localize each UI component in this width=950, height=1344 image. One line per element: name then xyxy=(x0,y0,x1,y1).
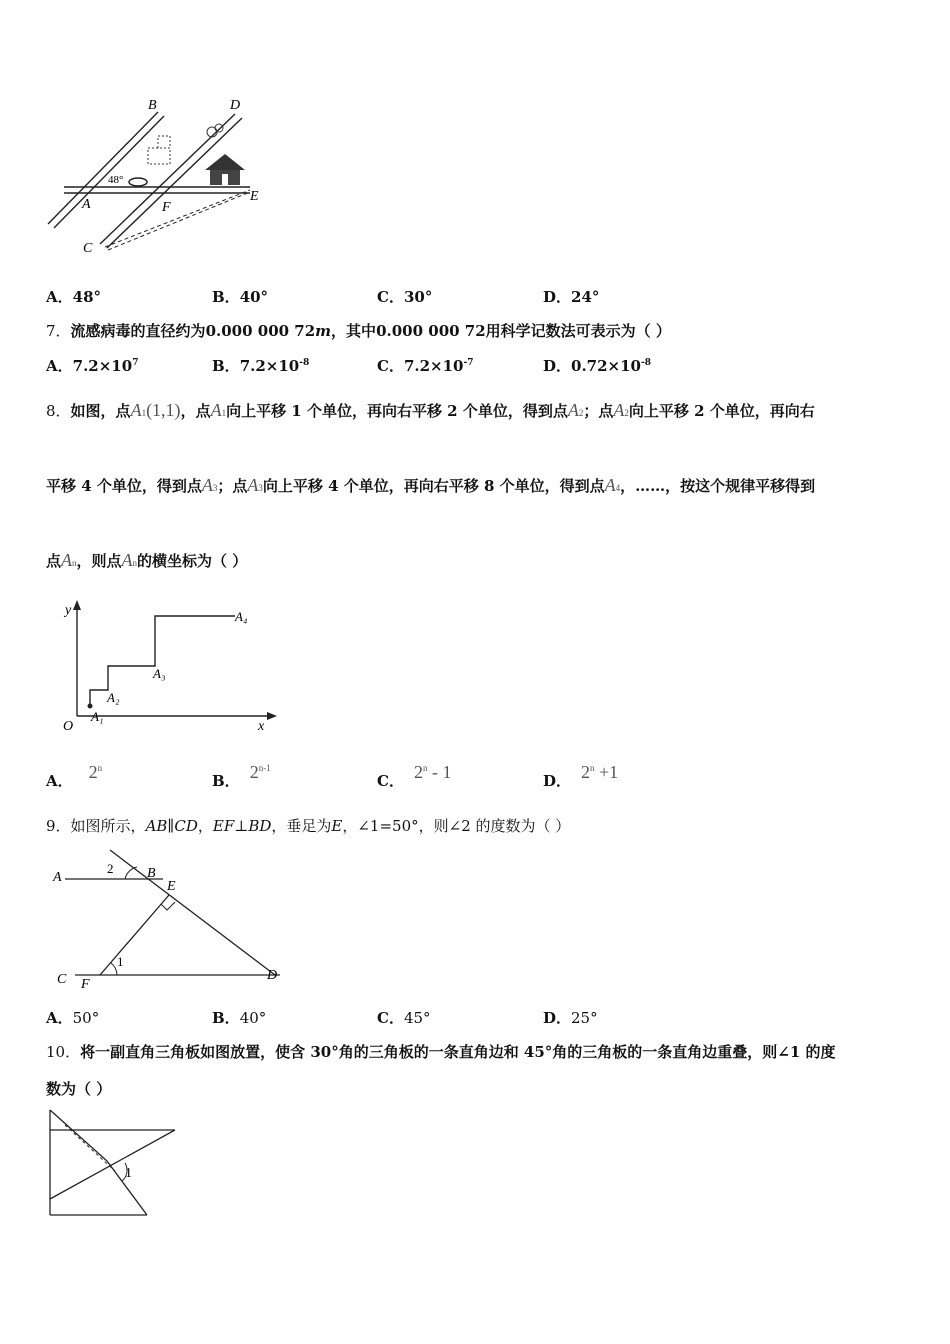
q9-angle-2: 2 xyxy=(107,861,114,876)
q7-option-c[interactable]: C．$7.2\times 10^{-7}$ xyxy=(377,357,474,375)
q8-axis-y: y xyxy=(65,603,72,618)
q7-option-b[interactable]: B．$7.2\times 10^{-8}$ xyxy=(212,357,310,375)
q6-label-D: D xyxy=(230,98,241,113)
q9-option-a[interactable]: A．50° xyxy=(46,1009,100,1027)
q8-option-b[interactable]: B． 2$^{n-1}$ xyxy=(212,762,271,790)
q6-label-E: E xyxy=(250,189,259,204)
q6-label-C: C xyxy=(83,241,93,256)
q9-angle-1: 1 xyxy=(117,954,124,969)
q10-angle-1: 1 xyxy=(125,1166,132,1181)
q8-label-A1: A₁ xyxy=(91,709,104,724)
q8-figure xyxy=(55,598,285,738)
q9-label-C: C xyxy=(57,972,67,987)
q8-label-A3: A₃ xyxy=(153,666,166,681)
q6-option-c[interactable]: C．30° xyxy=(377,288,433,306)
q8-line-3: 点An，则点An的横坐标为（ ） xyxy=(46,550,248,570)
q9-option-d[interactable]: D．25° xyxy=(543,1009,598,1027)
q8-origin: O xyxy=(63,719,74,734)
q7-option-a[interactable]: A．$7.2\times 10^7$ xyxy=(46,357,139,375)
q8-line-1: 8．如图，点A1(1,1)，点A1向上平移 1 个单位，再向右平移 2 个单位，得到点A2；点A2向上平移 2 个单位，再向右 xyxy=(46,400,815,420)
q9-label-B: B xyxy=(147,866,156,881)
q9-label-E: E xyxy=(167,879,176,894)
q9-label-A: A xyxy=(53,870,62,885)
q8-option-d[interactable]: D． $2^n +1$ xyxy=(543,762,619,790)
q8-axis-x: x xyxy=(258,719,265,734)
q6-label-A: A xyxy=(82,197,91,212)
q8-label-A4: A₄ xyxy=(235,609,248,624)
q7-stem: 7．流感病毒的直径约为0.000 000 72m，其中0.000 000 72用科学记数法可表示为（ ） xyxy=(46,322,671,340)
q6-label-F: F xyxy=(162,200,171,215)
q6-label-B: B xyxy=(148,98,157,113)
q8-option-c[interactable]: C． 2$^n$ - 1 xyxy=(377,762,452,790)
q9-option-c[interactable]: C．45° xyxy=(377,1009,431,1027)
q9-option-b[interactable]: B．40° xyxy=(212,1009,267,1027)
q8-label-A2: A₂ xyxy=(107,690,120,705)
q6-figure xyxy=(40,92,280,262)
q8-option-a[interactable]: A． 2$^n$ xyxy=(46,762,103,790)
q6-option-d[interactable]: D．24° xyxy=(543,288,600,306)
q9-figure xyxy=(45,845,295,995)
q10-line-1: 10．将一副直角三角板如图放置，使含 30°角的三角板的一条直角边和 45°角的三角板的一条直角边重叠，则∠1 的度 xyxy=(46,1043,836,1061)
q6-option-a[interactable]: A．48° xyxy=(46,288,102,306)
q9-stem: 9．如图所示，AB∥CD，EF⊥BD，垂足为E，∠1=50°，则∠2 的度数为（ ） xyxy=(46,817,571,835)
q7-option-d[interactable]: D．$0.72\times 10^{-8}$ xyxy=(543,357,651,375)
q10-figure xyxy=(45,1105,185,1220)
q10-line-2: 数为（ ） xyxy=(46,1080,112,1098)
q6-option-b[interactable]: B．40° xyxy=(212,288,269,306)
q6-angle-label: 48° xyxy=(108,174,124,186)
q9-label-F: F xyxy=(81,977,90,992)
q9-label-D: D xyxy=(267,968,278,983)
q8-line-2: 平移 4 个单位，得到点A3；点A3向上平移 4 个单位，再向右平移 8 个单位，得到点A4，……，按这个规律平移得到 xyxy=(46,475,816,495)
